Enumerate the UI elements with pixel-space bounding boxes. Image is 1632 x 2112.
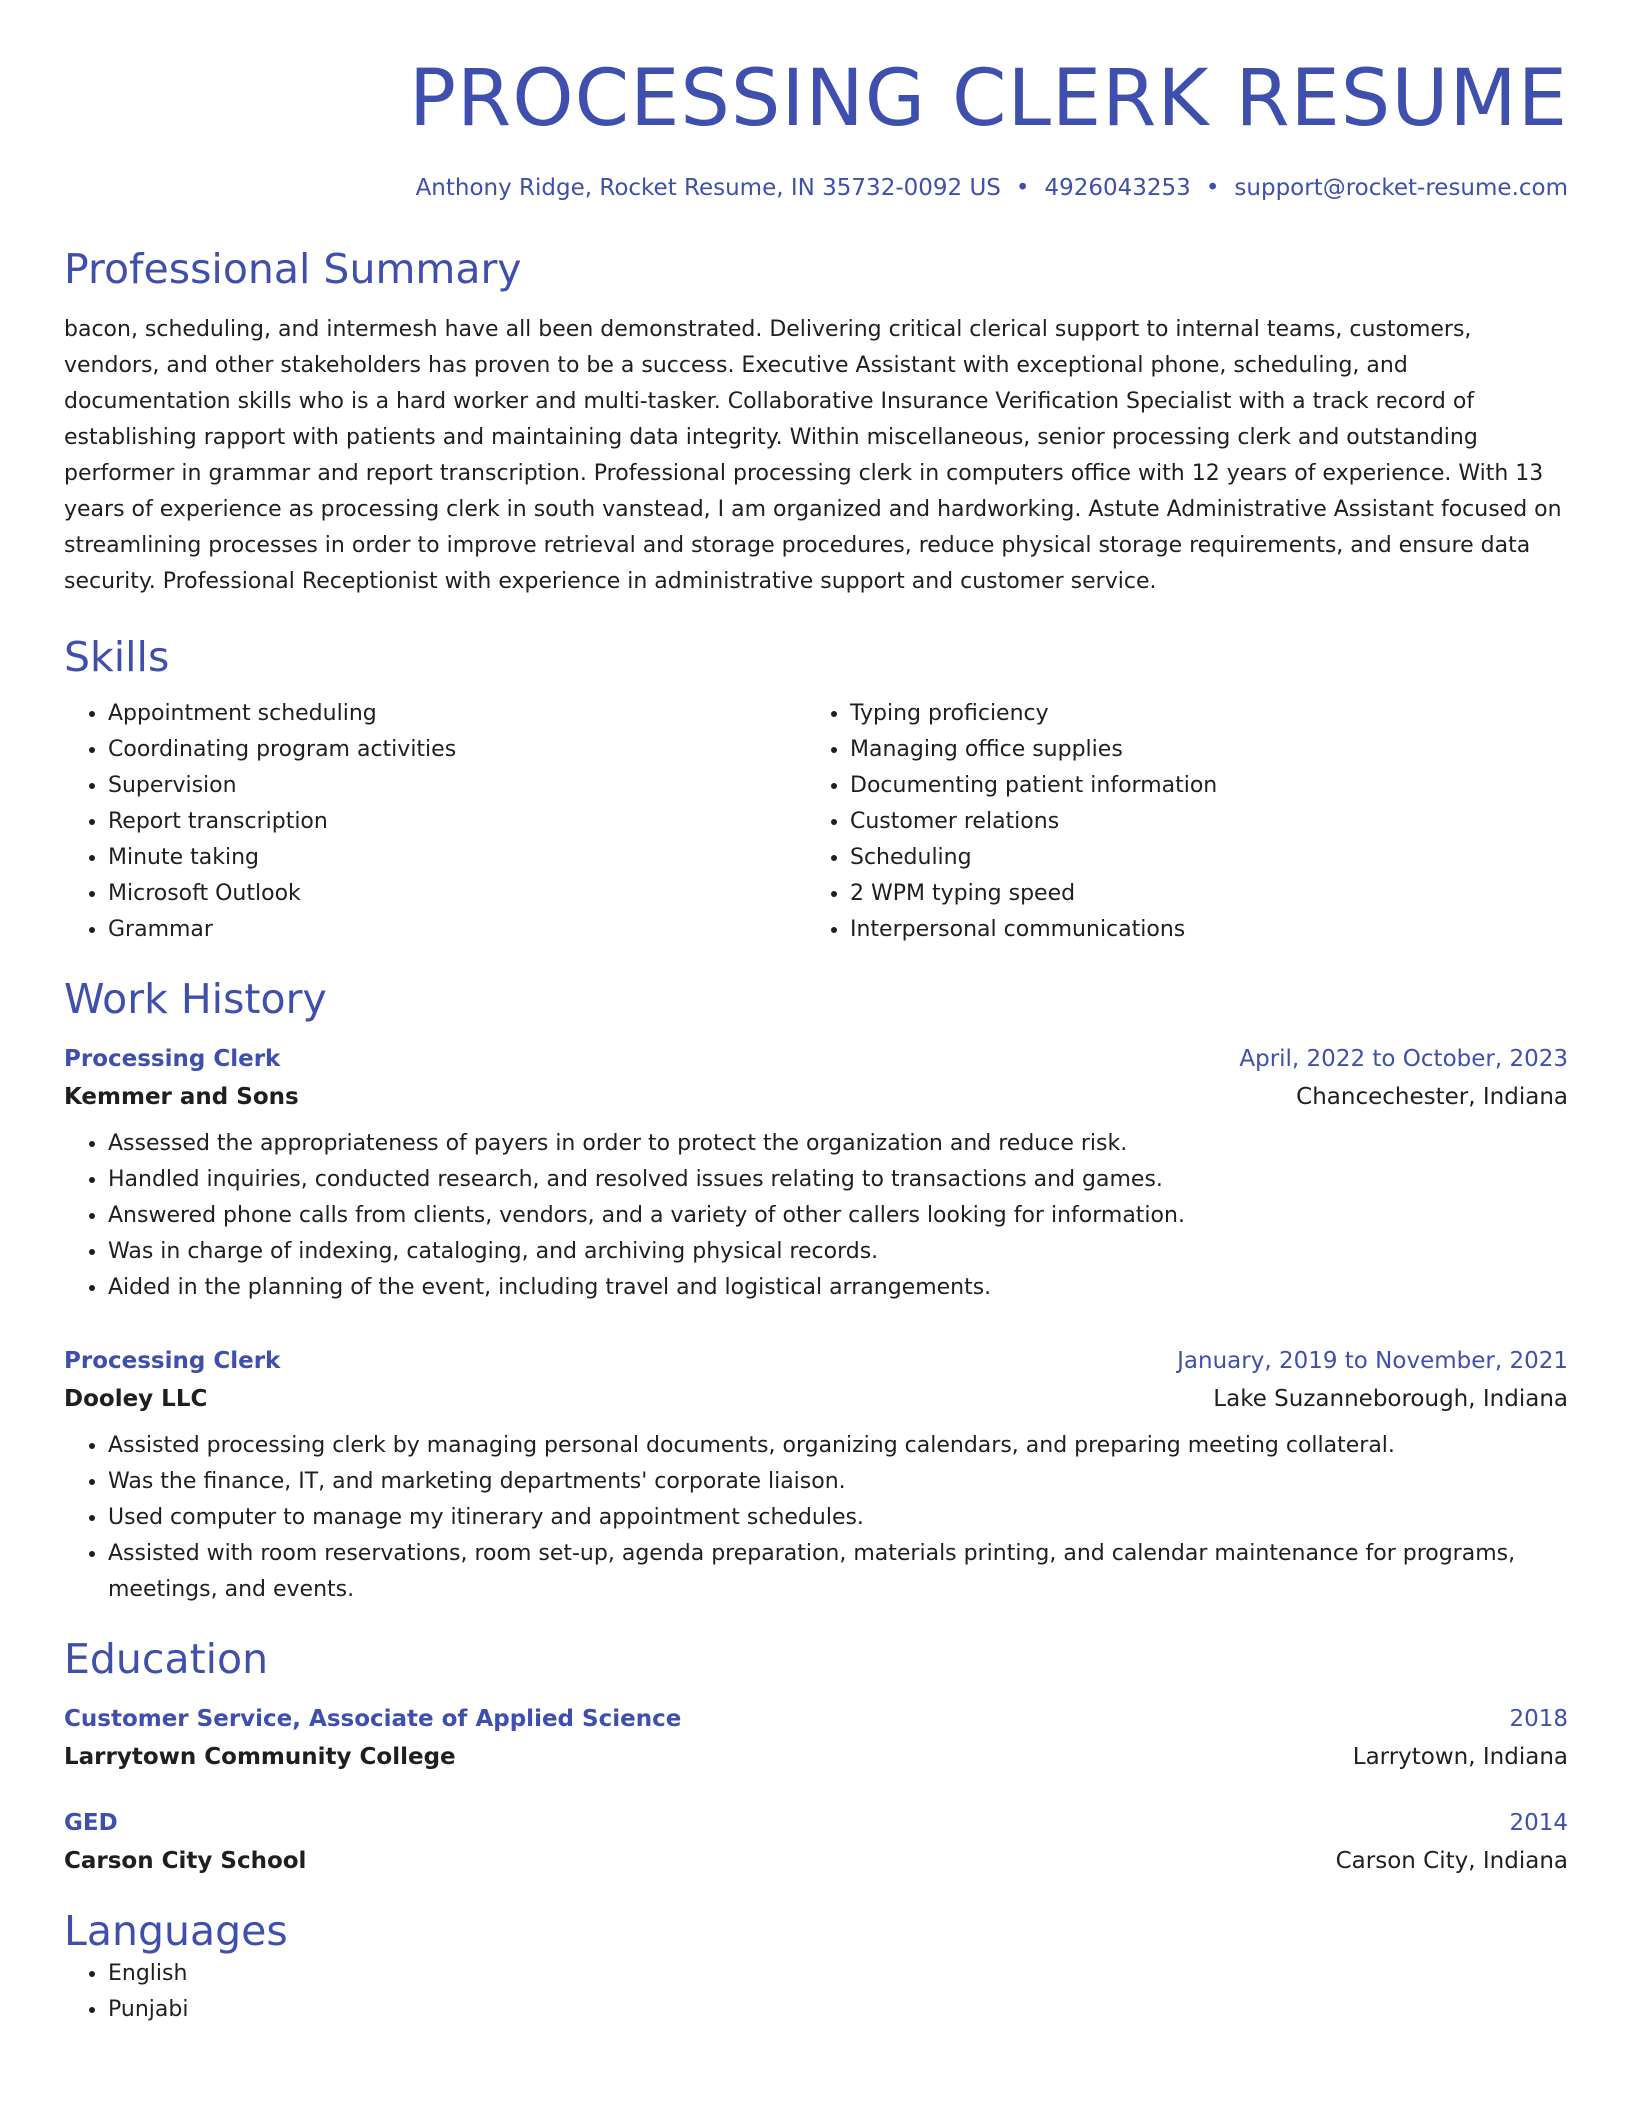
job-role: Processing Clerk	[64, 1348, 281, 1374]
languages-section	[64, 1906, 1568, 2028]
section-heading: Professional Summary	[64, 245, 522, 293]
job-duty: • Was the finance, IT, and marketing departments' corporate liaison.	[108, 1464, 1568, 1500]
contact-email: support@rocket-resume.com	[1234, 175, 1568, 201]
contact-phone: 4926043253	[1044, 175, 1191, 201]
job-company-row	[64, 1380, 1568, 1418]
contact-line	[64, 172, 1568, 204]
job-duties-list	[64, 1126, 1568, 1306]
job-duty: • Assisted processing clerk by managing personal documents, organizing calendars, and preparing meeting collateral.	[108, 1428, 1568, 1464]
section-heading: Work History	[64, 975, 327, 1023]
summary-paragraph: bacon, scheduling, and intermesh have all been demonstrated. Delivering critical clerical support to internal teams, customers, vendors, and other stakeholders has proven to be a success. Executive Assistant with exceptional phone, scheduling, and documentation skills who is a hard worker and multi-tasker. Collaborative Insurance Verification Specialist with a track record of establishing rapport with patients and maintaining data integrity. Within miscellaneous, senior processing clerk and outstanding performer in grammar and report transcription. Professional processing clerk in computers office with 12 years of experience. With 13 years of experience as processing clerk in south vanstead, I am organized and hardworking. Astute Administrative Assistant focused on streamlining processes in order to improve retrieval and storage procedures, reduce physical storage requirements, and ensure data security. Professional Receptionist with experience in administrative support and customer service.	[64, 317, 1562, 594]
skills-grid	[64, 696, 1568, 948]
skill-item: • Report transcription	[108, 804, 806, 840]
job-entry	[64, 1042, 1568, 1306]
education-degree-row	[64, 1702, 1568, 1736]
job-title-row	[64, 1344, 1568, 1378]
skill-item: • Managing office supplies	[850, 732, 1548, 768]
job-duty: • Was in charge of indexing, cataloging, and archiving physical records.	[108, 1234, 1568, 1270]
job-duty: • Aided in the planning of the event, including travel and logistical arrangements.	[108, 1270, 1568, 1306]
job-duty: • Answered phone calls from clients, vendors, and a variety of other callers looking for information.	[108, 1198, 1568, 1234]
work-history-section	[64, 974, 1568, 1608]
skill-item: • Grammar	[108, 912, 806, 948]
section-heading: Education	[64, 1635, 269, 1683]
skill-item: • Customer relations	[850, 804, 1548, 840]
education-degree-row	[64, 1806, 1568, 1840]
education-entry	[64, 1806, 1568, 1880]
skill-item: • Typing proficiency	[850, 696, 1548, 732]
resume-header	[64, 44, 1568, 204]
skills-column-right	[806, 696, 1548, 948]
job-duty: • Assessed the appropriateness of payers in order to protect the organization and reduce risk.	[108, 1126, 1568, 1162]
skills-column-left	[64, 696, 806, 948]
education-location: Carson City, Indiana	[1335, 1848, 1568, 1874]
skill-item: • Microsoft Outlook	[108, 876, 806, 912]
job-company: Kemmer and Sons	[64, 1084, 299, 1110]
education-year: 2018	[1509, 1706, 1568, 1732]
job-title-row	[64, 1042, 1568, 1076]
education-entry	[64, 1702, 1568, 1776]
job-duty: • Handled inquiries, conducted research, and resolved issues relating to transactions and games.	[108, 1162, 1568, 1198]
job-duty: • Used computer to manage my itinerary and appointment schedules.	[108, 1500, 1568, 1536]
skill-item: • 2 WPM typing speed	[850, 876, 1548, 912]
job-duties-list	[64, 1428, 1568, 1608]
education-school-row	[64, 1842, 1568, 1880]
resume-title: PROCESSING CLERK RESUME	[409, 54, 1568, 144]
job-dates: April, 2022 to October, 2023	[1239, 1046, 1568, 1072]
professional-summary-section	[64, 244, 1568, 600]
job-company: Dooley LLC	[64, 1386, 208, 1412]
language-item: • Punjabi	[108, 1992, 1568, 2028]
skills-list-left	[64, 696, 806, 948]
education-section	[64, 1634, 1568, 1880]
contact-address: Anthony Ridge, Rocket Resume, IN 35732-0092 US	[415, 175, 1001, 201]
contact-separator: •	[1015, 175, 1030, 201]
skill-item: • Minute taking	[108, 840, 806, 876]
education-location: Larrytown, Indiana	[1352, 1744, 1568, 1770]
job-location: Lake Suzanneborough, Indiana	[1213, 1386, 1568, 1412]
education-school: Larrytown Community College	[64, 1744, 456, 1770]
education-school: Carson City School	[64, 1848, 307, 1874]
job-dates: January, 2019 to November, 2021	[1177, 1348, 1568, 1374]
education-school-row	[64, 1738, 1568, 1776]
skill-item: • Scheduling	[850, 840, 1548, 876]
job-company-row	[64, 1078, 1568, 1116]
contact-separator: •	[1205, 175, 1220, 201]
job-duty: • Assisted with room reservations, room set-up, agenda preparation, materials printing, and calendar maintenance for programs, meetings, and events.	[108, 1536, 1568, 1608]
education-year: 2014	[1509, 1810, 1568, 1836]
skill-item: • Supervision	[108, 768, 806, 804]
education-degree: GED	[64, 1810, 118, 1836]
skill-item: • Appointment scheduling	[108, 696, 806, 732]
job-entry	[64, 1344, 1568, 1608]
language-item: • English	[108, 1956, 1568, 1992]
skills-section	[64, 632, 1568, 948]
skill-item: • Documenting patient information	[850, 768, 1548, 804]
skill-item: • Interpersonal communications	[850, 912, 1548, 948]
skill-item: • Coordinating program activities	[108, 732, 806, 768]
education-degree: Customer Service, Associate of Applied Science	[64, 1706, 682, 1732]
section-heading: Languages	[64, 1907, 288, 1955]
job-role: Processing Clerk	[64, 1046, 281, 1072]
languages-list	[64, 1956, 1568, 2028]
job-location: Chancechester, Indiana	[1296, 1084, 1568, 1110]
skills-list-right	[806, 696, 1548, 948]
section-heading: Skills	[64, 633, 170, 681]
